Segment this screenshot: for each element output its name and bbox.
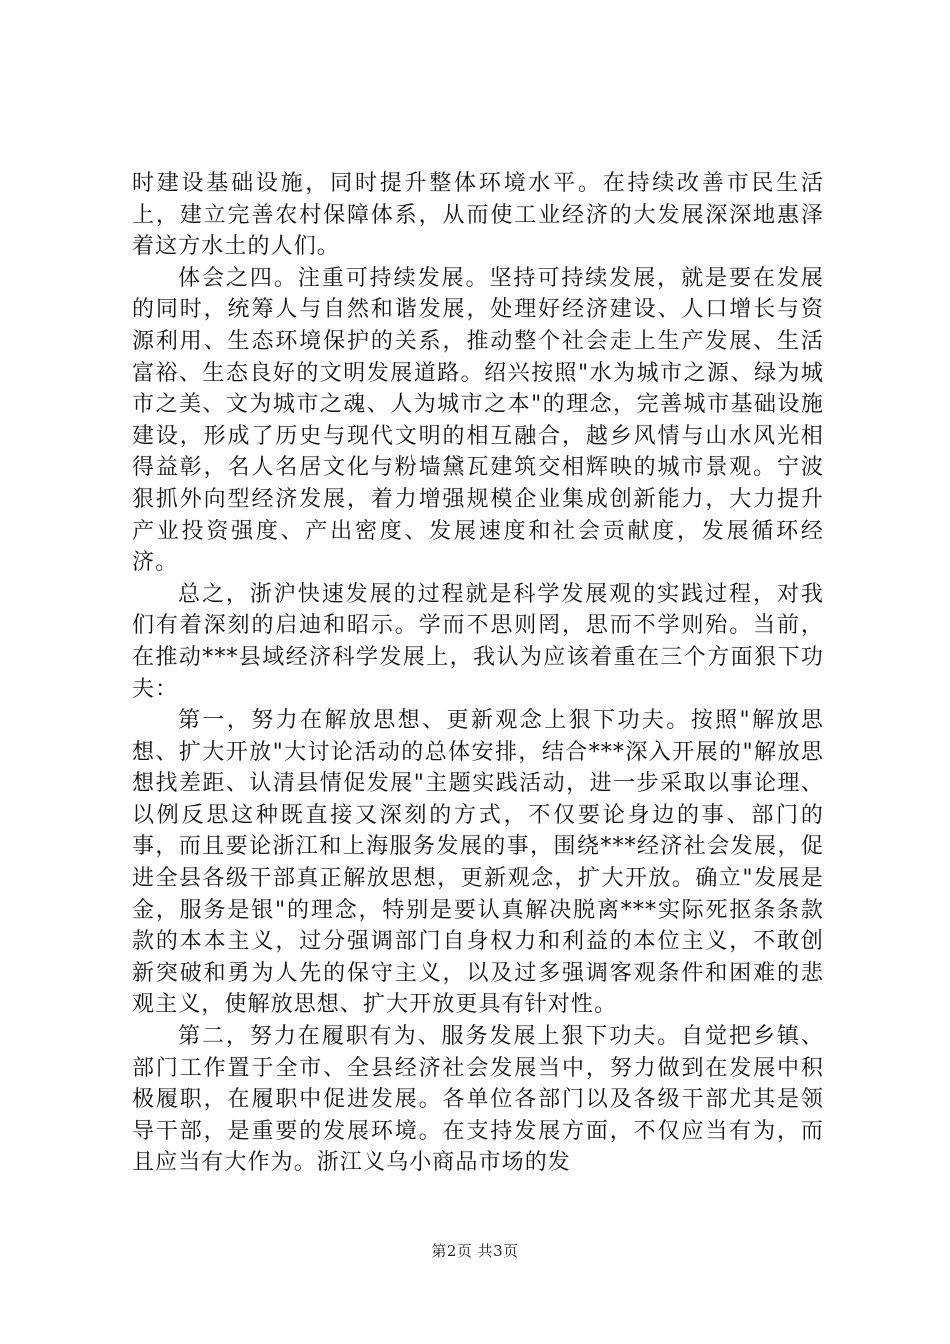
- paragraph-second-point: 第二，努力在履职有为、服务发展上狠下功夫。自觉把乡镇、部门工作置于全市、全县经济社会发展当中，努力做到在发展中积极履职，在履职中促进发展。各单位各部门以及各级干部尤其是领导干部，是重要的发展环境。在支持发展方面，不仅应当有为，而且应当有大作为。浙江义乌小商品市场的发: [132, 1024, 824, 1176]
- paragraph-summary: 总之，浙沪快速发展的过程就是科学发展观的实践过程，对我们有着深刻的启迪和昭示。学而不思则罔，思而不学则殆。当前，在推动***县域经济科学发展上，我认为应该着重在三个方面狠下功夫：: [132, 581, 824, 702]
- page-number-footer: 第2页 共3页: [431, 1242, 519, 1260]
- paragraph-insight-four: 体会之四。注重可持续发展。坚持可持续发展，就是要在发展的同时，统筹人与自然和谐发展，处理好经济建设、人口增长与资源利用、生态环境保护的关系，推动整个社会走上生产发展、生活富裕、生态良好的文明发展道路。绍兴按照"水为城市之源、绿为城市之美、文为城市之魂、人为城市之本"的理念，完善城市基础设施建设，形成了历史与现代文明的相互融合，越乡风情与山水风光相得益彰，名人名居文化与粉墙黛瓦建筑交相辉映的城市景观。宁波狠抓外向型经济发展，着力增强规模企业集成创新能力，大力提升产业投资强度、产出密度、发展速度和社会贡献度，发展循环经济。: [132, 265, 824, 576]
- paragraph-continuation: 时建设基础设施，同时提升整体环境水平。在持续改善市民生活上，建立完善农村保障体系，从而使工业经济的大发展深深地惠泽着这方水土的人们。: [132, 171, 824, 260]
- document-body: [132, 168, 824, 1179]
- paragraph-first-point: 第一，努力在解放思想、更新观念上狠下功夫。按照"解放思想、扩大开放"大讨论活动的总体安排，结合***深入开展的"解放思想找差距、认清县情促发展"主题实践活动，进一步采取以事论理、以例反思这种既直接又深刻的方式，不仅要论身边的事、部门的事，而且要论浙江和上海服务发展的事，围绕***经济社会发展，促进全县各级干部真正解放思想，更新观念，扩大开放。确立"发展是金，服务是银"的理念，特别是要认真解决脱离***实际死抠条条款款的本本主义，过分强调部门自身权力和利益的本位主义，不敢创新突破和勇为人先的保守主义，以及过多强调客观条件和困难的悲观主义，使解放思想、扩大开放更具有针对性。: [132, 708, 824, 1018]
